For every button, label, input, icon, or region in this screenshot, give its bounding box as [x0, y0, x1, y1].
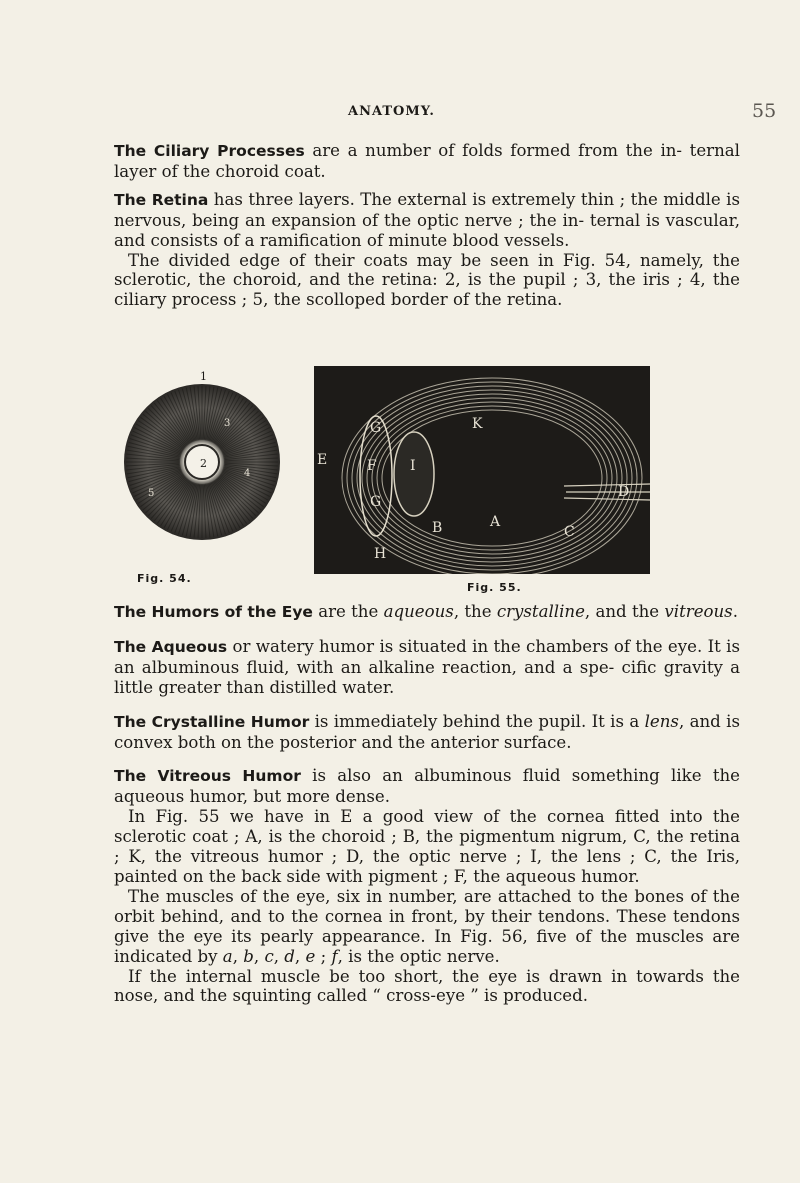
paragraph-text: are the — [312, 602, 384, 621]
paragraph-retina — [114, 190, 740, 251]
paragraph-text: . — [732, 602, 738, 621]
paragraph-text: , and the — [584, 602, 665, 621]
figure-55-eye-section-illustration — [314, 366, 650, 574]
page-number: 55 — [752, 100, 777, 122]
paragraph-text: , is the optic nerve. — [337, 946, 500, 966]
paragraph-text: The divided edge of their coats may be seen in Fig. 54, namely, the sclerotic, the choroid, and the retina: 2, is the pupil ; 3, the iris ; 4, the ciliary process ; 5, the scolloped border of the retina. — [114, 250, 740, 310]
lens — [394, 432, 434, 516]
paragraph-muscles — [114, 887, 740, 967]
term-aqueous: aqueous — [383, 602, 454, 621]
term-vitreous: vitreous — [664, 602, 733, 621]
fig55-label-b: B — [432, 520, 443, 536]
separator: ; — [315, 946, 332, 966]
fig54-label-1: 1 — [200, 370, 207, 383]
heading-ciliary: The Ciliary Processes — [114, 142, 305, 160]
fig55-label-k: K — [472, 416, 483, 432]
heading-humors: The Humors of the Eye — [114, 603, 313, 621]
separator: , — [294, 946, 306, 966]
muscle-letter-e: e — [305, 946, 316, 966]
paragraph-aqueous — [114, 637, 740, 698]
separator: , — [253, 946, 265, 966]
fig54-label-4: 4 — [244, 468, 251, 479]
paragraph-text: , and is convex both on the posterior and the anterior surface. — [114, 711, 740, 752]
paragraph-ciliary — [114, 141, 740, 182]
term-crystalline: crystalline — [496, 602, 585, 621]
paragraph-text: The muscles of the eye, six in number, are attached to the bones of the orbit behind, and to the cornea in front, by their tendons. These tendons give the eye its pearly appearance. In Fig. 56, five of the muscles are indicated by — [114, 886, 740, 966]
fig55-label-g-top: G — [370, 420, 382, 436]
fig55-label-a: A — [490, 514, 501, 530]
paragraph-fig55-description: In Fig. 55 we have in E a good view of the cornea fitted into the sclerotic coat ; A, is the choroid ; B, the pigmentum nigrum, C, the retina ; K, the vitreous humor ; D, the optic nerve ; I, the lens ; C, the Iris, painted on the back side with pigment ; F, the aqueous humor. — [114, 807, 740, 886]
fig55-label-i: I — [410, 458, 416, 474]
page-header — [0, 100, 800, 124]
fig55-caption: Fig. 55. — [467, 581, 522, 594]
fig54-label-2: 2 — [200, 457, 207, 470]
fig54-label-3: 3 — [224, 418, 231, 429]
muscle-letter-f: f — [331, 946, 338, 966]
paragraph-divided-edge — [114, 251, 740, 311]
muscle-letter-a: a — [222, 946, 233, 966]
term-lens: lens — [644, 711, 679, 731]
running-head: ANATOMY. — [348, 104, 435, 119]
fig54-label-5: 5 — [148, 488, 155, 499]
fig55-label-h: H — [374, 546, 387, 562]
paragraph-humors — [114, 602, 740, 623]
paragraph-text: has three layers. The external is extremely thin ; the middle is nervous, being an expansion of the optic nerve ; the in- ternal is vascular, and consists of a ramification of minute blood vessels. — [114, 189, 740, 250]
separator: , — [273, 946, 285, 966]
paragraph-text: , the — [453, 602, 497, 621]
muscle-letter-b: b — [243, 946, 254, 966]
lower-text — [114, 602, 740, 1006]
paragraph-cross-eye: If the internal muscle be too short, the eye is drawn in towards the nose, and the squinting called “ cross-eye ” is produced. — [114, 966, 740, 1006]
heading-retina: The Retina — [114, 190, 209, 209]
fig55-label-c: C — [564, 524, 575, 540]
figure-54-iris-illustration — [114, 366, 290, 542]
muscle-letter-c: c — [264, 946, 274, 966]
heading-crystalline: The Crystalline Humor — [114, 712, 310, 731]
paragraph-text: or watery humor is situated in the chambers of the eye. It is an albuminous fluid, with an alkaline reaction, and a spe- cific gravity a little greater than distilled water. — [114, 636, 740, 697]
fig55-label-e: E — [317, 452, 328, 468]
fig54-caption: Fig. 54. — [137, 572, 192, 585]
paragraph-text: is also an albuminous fluid something like the aqueous humor, but more dense. — [114, 766, 740, 807]
separator: , — [232, 946, 244, 966]
paragraph-crystalline — [114, 712, 740, 753]
heading-aqueous: The Aqueous — [114, 637, 228, 656]
paragraph-vitreous — [114, 766, 740, 807]
fig55-label-d: D — [618, 484, 630, 500]
paragraph-text: is immediately behind the pupil. It is a — [309, 711, 645, 731]
muscle-letter-d: d — [284, 946, 295, 966]
heading-vitreous: The Vitreous Humor — [114, 767, 301, 786]
upper-text — [114, 141, 740, 310]
fig55-label-f: F — [367, 458, 377, 474]
fig55-label-g-bottom: G — [370, 494, 382, 510]
figures-row — [0, 366, 800, 596]
paragraph-text: are a number of folds formed from the in- ternal layer of the choroid coat. — [114, 141, 740, 181]
